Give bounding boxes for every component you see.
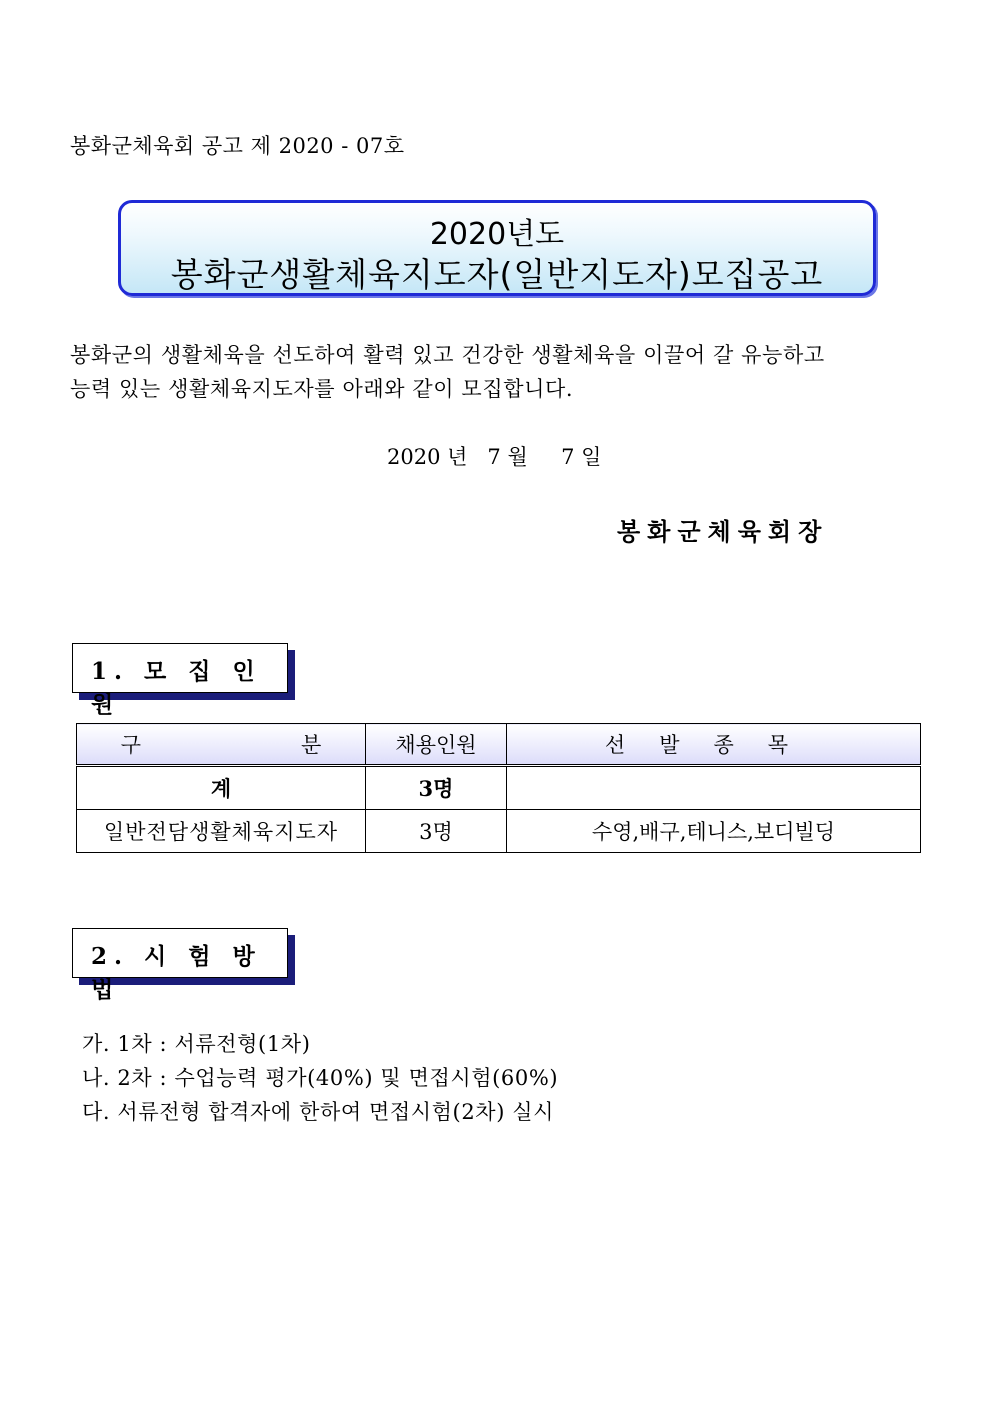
- title-year: 2020년도: [429, 217, 565, 252]
- intro-paragraph: [70, 338, 920, 406]
- recruitment-table: [76, 723, 921, 853]
- intro-line-1: 봉화군의 생활체육을 선도하여 활력 있고 건강한 생활체육을 이끌어 갈 유능하고: [70, 343, 825, 367]
- cell-category: 계: [77, 766, 366, 810]
- exam-method-list: [82, 1027, 558, 1129]
- list-item: 나. 2차 : 수업능력 평가(40%) 및 면접시험(60%): [82, 1066, 559, 1090]
- cell-events: [507, 766, 921, 810]
- table-header-row: [77, 724, 921, 766]
- table-row: [77, 810, 921, 853]
- header-category: [77, 724, 366, 766]
- cell-events: 수영,배구,테니스,보디빌딩: [507, 810, 921, 853]
- title-main: 봉화군생활체육지도자(일반지도자)모집공고: [170, 255, 824, 294]
- section-heading-recruitment: [72, 643, 288, 718]
- notice-date: 2020 년 7 월 7 일: [387, 445, 602, 469]
- table-row-total: [77, 766, 921, 810]
- header-category-left: 구: [120, 733, 141, 757]
- section-heading-label: 1. 모 집 인 원: [91, 658, 262, 718]
- section-heading-label: 2. 시 험 방 법: [91, 943, 262, 1003]
- header-events: 선발종목: [507, 724, 921, 766]
- notice-number: 봉화군체육회 공고 제 2020 - 07호: [70, 134, 405, 158]
- cell-count: 3명: [366, 766, 507, 810]
- issuer-signature: 봉화군체육회장: [617, 517, 829, 546]
- section-heading-exam-method: [72, 928, 288, 1003]
- header-category-right: 분: [301, 733, 322, 757]
- header-count: 채용인원: [366, 724, 507, 766]
- cell-category: 일반전담생활체육지도자: [77, 810, 366, 853]
- intro-line-2: 능력 있는 생활체육지도자를 아래와 같이 모집합니다.: [70, 377, 574, 401]
- list-item: 다. 서류전형 합격자에 한하여 면접시험(2차) 실시: [82, 1100, 555, 1124]
- title-banner: [118, 200, 876, 296]
- cell-count: 3명: [366, 810, 507, 853]
- list-item: 가. 1차 : 서류전형(1차): [82, 1032, 311, 1056]
